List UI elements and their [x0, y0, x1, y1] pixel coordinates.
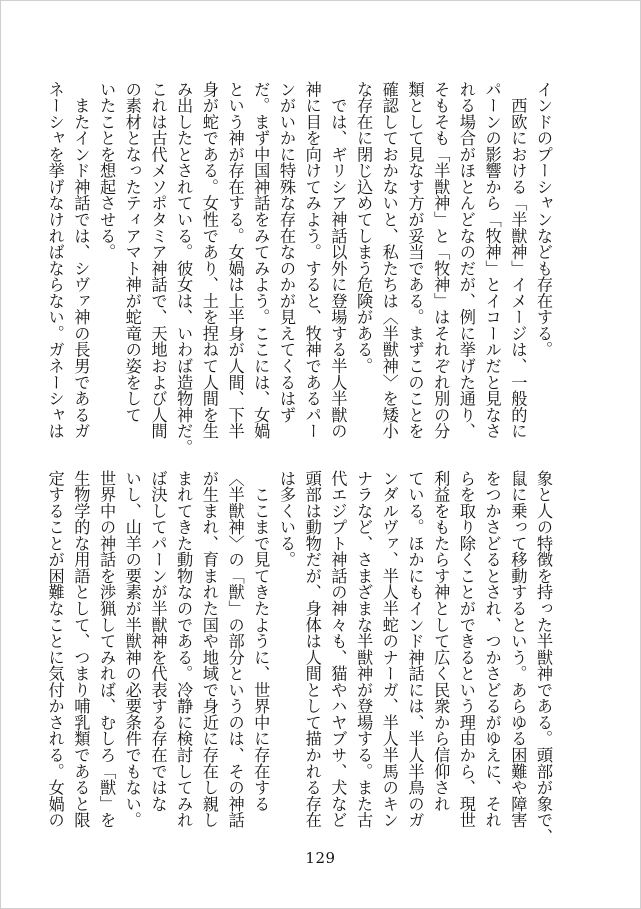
text-column: は多くいる。: [276, 470, 296, 568]
text-column: ここまで見てきたように、世界中に存在する: [251, 470, 271, 812]
text-column: 頭部は動物だが、身体は人間として描かれる存在: [302, 470, 322, 829]
text-column: 西欧における「半獣神」イメージは、一般的に: [508, 81, 528, 440]
upper-text-block: [45, 81, 556, 456]
text-column: が生まれ、育まれた国や地域で身近に存在し親し: [199, 470, 219, 829]
text-column: 確認しておかないと、私たちは〈半獣神〉を矮小: [379, 81, 399, 440]
text-column: 生物学的な用語として、つまり哺乳類であると限: [71, 470, 91, 829]
text-column: れる場合がほとんどなのだが、例に挙げた通り、: [456, 81, 476, 440]
text-column: み出したとされている。彼女は、いわば造物神だ。: [174, 81, 194, 456]
text-column: いたことを想起させる。: [97, 81, 117, 261]
text-column: ンがいかに特殊な存在なのかが見えてくるはず: [276, 81, 296, 423]
text-column: ている。ほかにもインド神話には、半人半鳥のガ: [405, 470, 425, 829]
text-column: 神に目を向けてみよう。すると、牧神であるパー: [302, 81, 322, 440]
text-column: これは古代メソポタミア神話で、天地および人間: [148, 81, 168, 440]
text-column: らを取り除くことができるという理由から、現世: [456, 470, 476, 829]
lower-text-block: [45, 470, 556, 845]
text-column: では、ギリシア神話以外に登場する半人半獣の: [328, 81, 348, 440]
text-column: 利益をもたらす神として広く民衆から信仰され: [431, 470, 451, 812]
text-column: まれてきた動物なのである。冷静に検討してみれ: [174, 470, 194, 829]
text-column: そもそも「半獣神」と「牧神」はそれぞれ別の分: [431, 81, 451, 440]
text-column: ンダルヴァ、半人半蛇のナーガ、半人半馬のキン: [379, 470, 399, 829]
text-column: という神が存在する。女媧は上半身が人間、下半: [225, 81, 245, 440]
text-column: 世界中の神話を渉猟してみれば、むしろ「獣」を: [97, 470, 117, 829]
text-column: 鼠に乗って移動するという。あらゆる困難や障害: [508, 470, 528, 829]
text-column: ネーシャを挙げなければならない。ガネーシャは: [45, 81, 65, 440]
text-column: の素材となったティアマト神が蛇竜の姿をして: [122, 81, 142, 423]
page-number: 129: [305, 849, 336, 867]
text-column: 類として見なす方が妥当である。まずこのことを: [405, 81, 425, 440]
text-column: 定することが困難なことに気付かされる。女媧の: [45, 470, 65, 829]
text-column: な存在に閉じ込めてしまう危険がある。: [354, 81, 374, 375]
text-column: ナラなど、さまざまな半獣神が登場する。また古: [354, 470, 374, 829]
text-column: をつかさどるとされ、つかさどるがゆえに、それ: [482, 470, 502, 829]
text-column: だ。まず中国神話をみてみよう。ここには、女媧: [251, 81, 271, 440]
text-column: ば決してパーンが半獣神を代表する存在ではな: [148, 470, 168, 812]
text-column: パーンの影響から「牧神」とイコールだと見なさ: [482, 81, 502, 440]
text-column: またインド神話では、シヴァ神の長男であるガ: [71, 81, 91, 440]
text-column: 象と人の特徴を持った半獣神である。頭部が象で、: [534, 470, 553, 845]
text-column: インドのプーシャンなども存在する。: [534, 81, 553, 358]
text-column: いし、山羊の要素が半獣神の必要条件でもない。: [122, 470, 142, 829]
text-column: 〈半獣神〉の「獣」の部分というのは、その神話: [225, 470, 245, 829]
text-column: 代エジプト神話の神々も、猫やハヤブサ、犬など: [328, 470, 348, 829]
text-column: 身が蛇である。女性であり、土を捏ねて人間を生: [199, 81, 219, 440]
